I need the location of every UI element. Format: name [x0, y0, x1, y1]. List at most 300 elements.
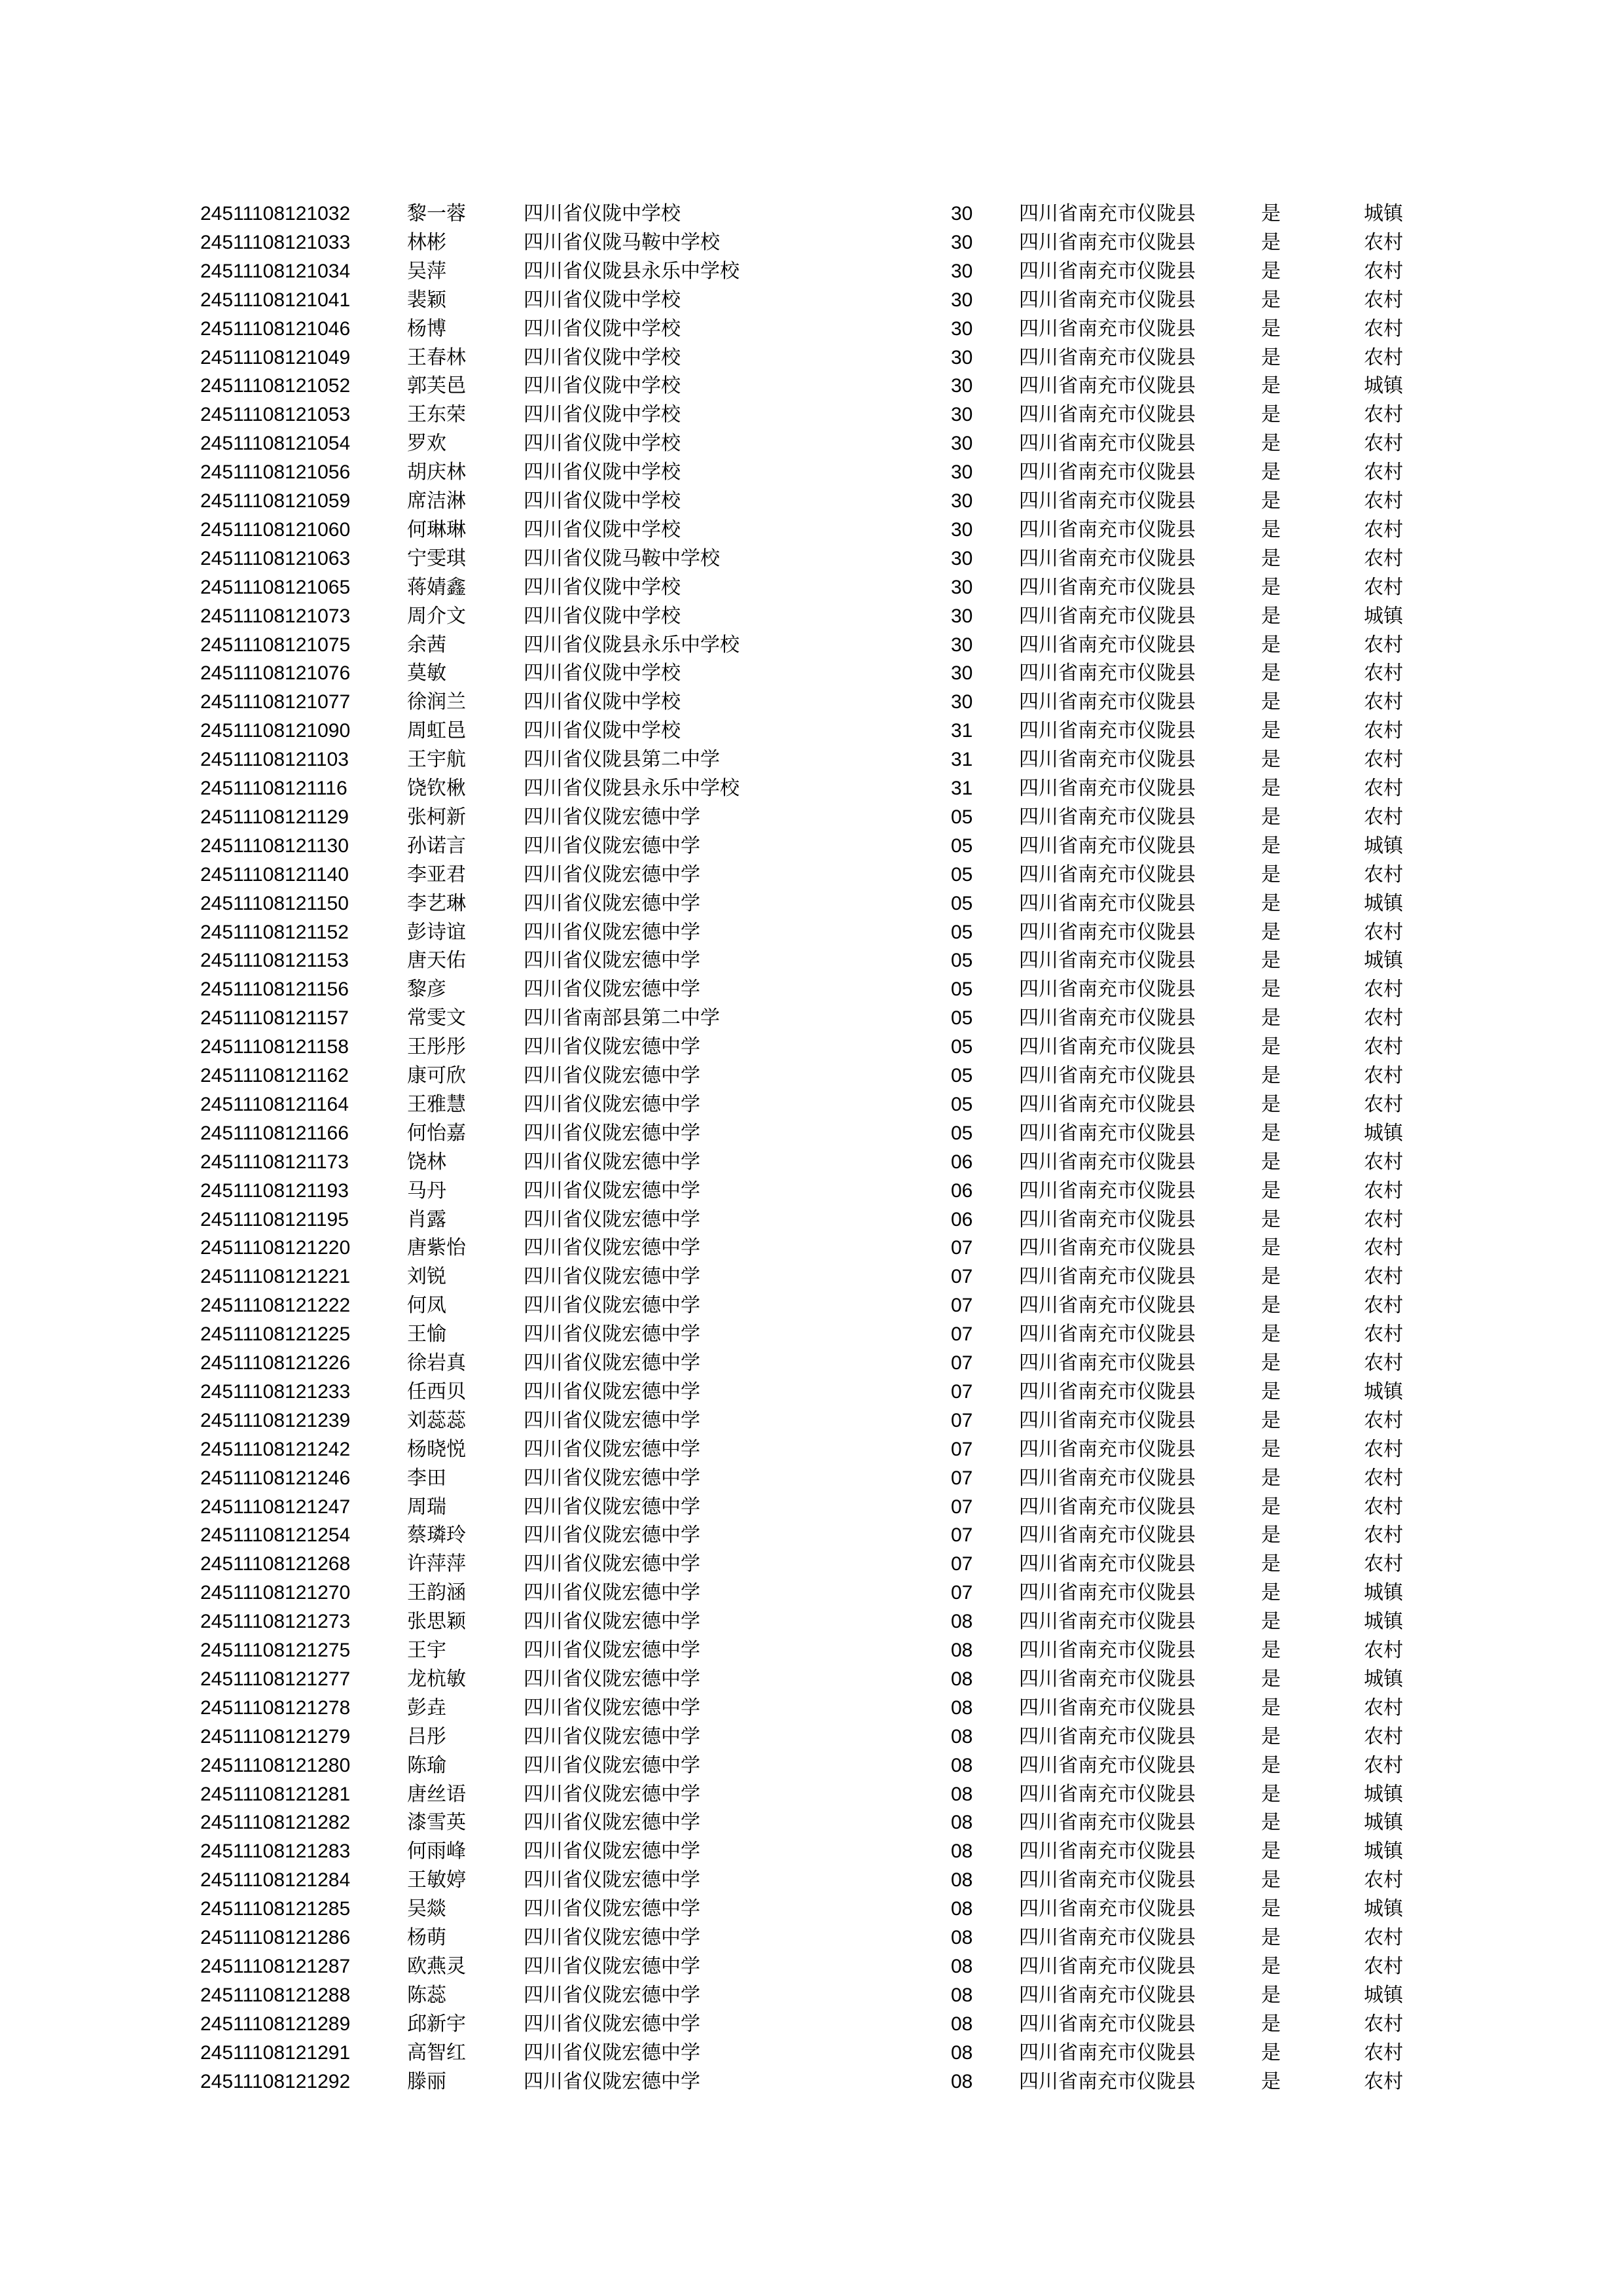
table-row — [0, 344, 1623, 372]
address: 四川省南充市仪陇县 — [1019, 1926, 1196, 1949]
school-name: 四川省仪陇宏德中学 — [524, 1926, 700, 1949]
address: 四川省南充市仪陇县 — [1019, 1294, 1196, 1318]
area-type: 城镇 — [1364, 1983, 1403, 2007]
area-type: 农村 — [1364, 2070, 1403, 2093]
school-name: 四川省南部县第二中学 — [524, 1007, 720, 1030]
area-type: 农村 — [1364, 1696, 1403, 1719]
student-id: 24511108121173 — [200, 1151, 349, 1173]
student-id: 24511108121226 — [200, 1352, 351, 1374]
flag-value: 是 — [1261, 490, 1281, 512]
address: 四川省南充市仪陇县 — [1019, 259, 1196, 283]
table-row — [0, 1090, 1623, 1119]
table-row — [0, 602, 1623, 631]
student-name: 李艺琳 — [407, 891, 466, 915]
class-number: 07 — [951, 1467, 973, 1489]
table-row — [0, 889, 1623, 918]
student-id: 24511108121292 — [200, 2070, 351, 2092]
flag-value: 是 — [1261, 1495, 1281, 1518]
flag-value: 是 — [1261, 1811, 1281, 1835]
area-type: 城镇 — [1364, 834, 1403, 857]
area-type: 城镇 — [1364, 1811, 1403, 1835]
student-name: 杨萌 — [407, 1926, 446, 1949]
school-name: 四川省仪陇中学校 — [524, 691, 681, 714]
table-row — [0, 1234, 1623, 1263]
address: 四川省南充市仪陇县 — [1019, 691, 1196, 714]
student-id: 24511108121288 — [200, 1984, 351, 2006]
flag-value: 是 — [1261, 346, 1281, 369]
address: 四川省南充市仪陇县 — [1019, 748, 1196, 772]
area-type: 农村 — [1364, 777, 1403, 800]
flag-value: 是 — [1261, 1897, 1281, 1921]
flag-value: 是 — [1261, 403, 1281, 427]
area-type: 农村 — [1364, 1524, 1403, 1547]
student-id: 24511108121152 — [200, 921, 349, 943]
address: 四川省南充市仪陇县 — [1019, 1408, 1196, 1432]
student-id: 24511108121225 — [200, 1323, 351, 1346]
student-id: 24511108121277 — [200, 1668, 351, 1690]
school-name: 四川省仪陇中学校 — [524, 719, 681, 743]
area-type: 城镇 — [1364, 949, 1403, 973]
school-name: 四川省仪陇中学校 — [524, 662, 681, 685]
flag-value: 是 — [1261, 1208, 1281, 1231]
student-name: 王愉 — [407, 1323, 446, 1346]
table-row — [0, 1407, 1623, 1435]
school-name: 四川省仪陇宏德中学 — [524, 1581, 700, 1605]
student-id: 24511108121284 — [200, 1869, 351, 1892]
table-row — [0, 429, 1623, 458]
flag-value: 是 — [1261, 1007, 1281, 1030]
student-id: 24511108121150 — [200, 892, 349, 914]
area-type: 农村 — [1364, 920, 1403, 944]
school-name: 四川省仪陇宏德中学 — [524, 1121, 700, 1145]
student-id: 24511108121052 — [200, 375, 351, 397]
student-id: 24511108121193 — [200, 1179, 349, 1202]
table-row — [0, 372, 1623, 401]
school-name: 四川省仪陇马鞍中学校 — [524, 547, 720, 570]
school-name: 四川省仪陇宏德中学 — [524, 1983, 700, 2007]
table-row — [0, 1607, 1623, 1636]
student-name: 周介文 — [407, 604, 466, 628]
table-row — [0, 659, 1623, 688]
address: 四川省南充市仪陇县 — [1019, 288, 1196, 312]
class-number: 08 — [951, 1898, 973, 1920]
table-row — [0, 1435, 1623, 1464]
student-id: 24511108121157 — [200, 1007, 349, 1030]
flag-value: 是 — [1261, 374, 1281, 398]
area-type: 农村 — [1364, 1466, 1403, 1490]
address: 四川省南充市仪陇县 — [1019, 575, 1196, 599]
student-name: 刘蕊蕊 — [407, 1408, 466, 1432]
class-number: 30 — [951, 605, 973, 627]
area-type: 农村 — [1364, 2012, 1403, 2036]
student-name: 张思颖 — [407, 1610, 466, 1634]
area-type: 农村 — [1364, 1265, 1403, 1289]
school-name: 四川省仪陇宏德中学 — [524, 1495, 700, 1518]
table-row — [0, 1062, 1623, 1090]
school-name: 四川省仪陇宏德中学 — [524, 1610, 700, 1634]
table-row — [0, 1895, 1623, 1924]
school-name: 四川省仪陇宏德中学 — [524, 1179, 700, 1202]
student-id: 24511108121075 — [200, 634, 351, 656]
area-type: 城镇 — [1364, 1581, 1403, 1605]
address: 四川省南充市仪陇县 — [1019, 317, 1196, 340]
flag-value: 是 — [1261, 202, 1281, 225]
area-type: 农村 — [1364, 1437, 1403, 1461]
school-name: 四川省仪陇宏德中学 — [524, 978, 700, 1001]
area-type: 农村 — [1364, 1495, 1403, 1518]
area-type: 城镇 — [1364, 891, 1403, 915]
student-name: 王宇航 — [407, 748, 466, 772]
table-row — [0, 1320, 1623, 1349]
flag-value: 是 — [1261, 834, 1281, 857]
flag-value: 是 — [1261, 1352, 1281, 1374]
school-name: 四川省仪陇宏德中学 — [524, 1352, 700, 1374]
student-id: 24511108121162 — [200, 1065, 349, 1086]
student-name: 孙诺言 — [407, 834, 466, 857]
student-name: 郭芙邑 — [407, 374, 466, 398]
class-number: 30 — [951, 576, 973, 598]
area-type: 农村 — [1364, 1323, 1403, 1346]
student-name: 吴燚 — [407, 1897, 446, 1921]
student-id: 24511108121275 — [200, 1640, 351, 1661]
student-id: 24511108121281 — [200, 1783, 351, 1805]
table-row — [0, 458, 1623, 487]
table-row — [0, 1665, 1623, 1694]
address: 四川省南充市仪陇县 — [1019, 1552, 1196, 1576]
school-name: 四川省仪陇宏德中学 — [524, 1869, 700, 1892]
school-name: 四川省仪陇中学校 — [524, 346, 681, 369]
address: 四川省南充市仪陇县 — [1019, 1236, 1196, 1260]
student-id: 24511108121063 — [200, 547, 351, 569]
class-number: 07 — [951, 1352, 973, 1374]
address: 四川省南充市仪陇县 — [1019, 1983, 1196, 2007]
address: 四川省南充市仪陇县 — [1019, 1179, 1196, 1202]
class-number: 30 — [951, 317, 973, 340]
class-number: 30 — [951, 375, 973, 397]
address: 四川省南充市仪陇县 — [1019, 1265, 1196, 1289]
table-row — [0, 228, 1623, 257]
student-id: 24511108121156 — [200, 978, 349, 1001]
area-type: 农村 — [1364, 317, 1403, 340]
school-name: 四川省仪陇宏德中学 — [524, 1811, 700, 1835]
student-name: 唐紫怡 — [407, 1236, 466, 1260]
class-number: 05 — [951, 892, 973, 914]
flag-value: 是 — [1261, 891, 1281, 915]
area-type: 农村 — [1364, 1294, 1403, 1318]
student-id: 24511108121289 — [200, 2013, 351, 2035]
student-id: 24511108121222 — [200, 1295, 351, 1317]
class-number: 30 — [951, 518, 973, 541]
school-name: 四川省仪陇中学校 — [524, 374, 681, 398]
class-number: 05 — [951, 921, 973, 943]
class-number: 08 — [951, 2013, 973, 2035]
class-number: 31 — [951, 778, 973, 799]
flag-value: 是 — [1261, 575, 1281, 599]
area-type: 农村 — [1364, 1725, 1403, 1748]
student-id: 24511108121076 — [200, 662, 351, 685]
area-type: 农村 — [1364, 978, 1403, 1001]
area-type: 农村 — [1364, 1408, 1403, 1432]
table-row — [0, 946, 1623, 975]
table-row — [0, 745, 1623, 774]
flag-value: 是 — [1261, 1926, 1281, 1949]
student-name: 胡庆林 — [407, 461, 466, 484]
student-name: 王雅慧 — [407, 1092, 466, 1116]
class-number: 07 — [951, 1380, 973, 1403]
area-type: 农村 — [1364, 403, 1403, 427]
table-row — [0, 545, 1623, 573]
table-row — [0, 200, 1623, 228]
student-id: 24511108121090 — [200, 720, 351, 742]
student-id: 24511108121053 — [200, 404, 351, 426]
student-id: 24511108121278 — [200, 1696, 351, 1719]
class-number: 08 — [951, 1927, 973, 1948]
student-name: 余茜 — [407, 633, 446, 656]
flag-value: 是 — [1261, 1840, 1281, 1863]
student-name: 唐丝语 — [407, 1782, 466, 1806]
class-number: 08 — [951, 1955, 973, 1977]
school-name: 四川省仪陇县第二中学 — [524, 748, 720, 772]
flag-value: 是 — [1261, 2012, 1281, 2036]
class-number: 08 — [951, 1783, 973, 1805]
student-name: 李亚君 — [407, 863, 466, 886]
flag-value: 是 — [1261, 1380, 1281, 1403]
student-id: 24511108121282 — [200, 1812, 351, 1834]
flag-value: 是 — [1261, 1064, 1281, 1087]
area-type: 农村 — [1364, 1926, 1403, 1949]
table-row — [0, 918, 1623, 947]
school-name: 四川省仪陇县永乐中学校 — [524, 633, 740, 656]
address: 四川省南充市仪陇县 — [1019, 920, 1196, 944]
school-name: 四川省仪陇宏德中学 — [524, 1840, 700, 1863]
area-type: 农村 — [1364, 748, 1403, 772]
area-type: 农村 — [1364, 863, 1403, 886]
student-id: 24511108121103 — [200, 749, 349, 771]
table-row — [0, 1493, 1623, 1522]
student-id: 24511108121046 — [200, 317, 351, 340]
flag-value: 是 — [1261, 1782, 1281, 1806]
flag-value: 是 — [1261, 1150, 1281, 1174]
address: 四川省南充市仪陇县 — [1019, 604, 1196, 628]
student-id: 24511108121054 — [200, 433, 351, 455]
table-row — [0, 1119, 1623, 1148]
class-number: 05 — [951, 950, 973, 972]
area-type: 农村 — [1364, 719, 1403, 743]
student-id: 24511108121220 — [200, 1237, 351, 1259]
flag-value: 是 — [1261, 518, 1281, 541]
flag-value: 是 — [1261, 1121, 1281, 1145]
flag-value: 是 — [1261, 1610, 1281, 1634]
address: 四川省南充市仪陇县 — [1019, 1840, 1196, 1863]
class-number: 07 — [951, 1496, 973, 1518]
student-name: 彭诗谊 — [407, 920, 466, 944]
class-number: 30 — [951, 203, 973, 224]
area-type: 城镇 — [1364, 1782, 1403, 1806]
school-name: 四川省仪陇宏德中学 — [524, 2070, 700, 2093]
table-row — [0, 832, 1623, 861]
class-number: 30 — [951, 547, 973, 569]
school-name: 四川省仪陇宏德中学 — [524, 1064, 700, 1087]
student-name: 许萍萍 — [407, 1552, 466, 1576]
address: 四川省南充市仪陇县 — [1019, 547, 1196, 570]
area-type: 农村 — [1364, 230, 1403, 254]
flag-value: 是 — [1261, 461, 1281, 484]
area-type: 城镇 — [1364, 1897, 1403, 1921]
flag-value: 是 — [1261, 547, 1281, 570]
school-name: 四川省仪陇中学校 — [524, 432, 681, 456]
table-row — [0, 1521, 1623, 1550]
student-id: 24511108121073 — [200, 605, 351, 627]
school-name: 四川省仪陇宏德中学 — [524, 891, 700, 915]
address: 四川省南充市仪陇县 — [1019, 891, 1196, 915]
student-name: 徐岩真 — [407, 1352, 466, 1374]
address: 四川省南充市仪陇县 — [1019, 1092, 1196, 1116]
flag-value: 是 — [1261, 1725, 1281, 1748]
class-number: 06 — [951, 1151, 973, 1173]
address: 四川省南充市仪陇县 — [1019, 1323, 1196, 1346]
flag-value: 是 — [1261, 1437, 1281, 1461]
school-name: 四川省仪陇中学校 — [524, 518, 681, 541]
flag-value: 是 — [1261, 288, 1281, 312]
flag-value: 是 — [1261, 633, 1281, 656]
class-number: 30 — [951, 634, 973, 656]
address: 四川省南充市仪陇县 — [1019, 1897, 1196, 1921]
class-number: 05 — [951, 978, 973, 1001]
area-type: 农村 — [1364, 805, 1403, 829]
school-name: 四川省仪陇宏德中学 — [524, 949, 700, 973]
student-id: 24511108121153 — [200, 950, 349, 972]
student-name: 徐润兰 — [407, 691, 466, 714]
area-type: 农村 — [1364, 1753, 1403, 1777]
class-number: 07 — [951, 1295, 973, 1317]
student-name: 宁雯琪 — [407, 547, 466, 570]
table-row — [0, 2068, 1623, 2096]
class-number: 05 — [951, 1036, 973, 1058]
address: 四川省南充市仪陇县 — [1019, 949, 1196, 973]
class-number: 30 — [951, 691, 973, 713]
flag-value: 是 — [1261, 2041, 1281, 2064]
class-number: 07 — [951, 1409, 973, 1431]
address: 四川省南充市仪陇县 — [1019, 1696, 1196, 1719]
area-type: 农村 — [1364, 1208, 1403, 1231]
class-number: 08 — [951, 1754, 973, 1776]
student-id: 24511108121287 — [200, 1955, 351, 1977]
area-type: 农村 — [1364, 1064, 1403, 1087]
student-id: 24511108121130 — [200, 834, 349, 857]
area-type: 农村 — [1364, 662, 1403, 685]
area-type: 农村 — [1364, 633, 1403, 656]
student-name: 吴萍 — [407, 259, 446, 283]
school-name: 四川省仪陇宏德中学 — [524, 1035, 700, 1059]
student-id: 24511108121034 — [200, 260, 351, 282]
flag-value: 是 — [1261, 1581, 1281, 1605]
table-row — [0, 286, 1623, 315]
flag-value: 是 — [1261, 805, 1281, 829]
student-name: 彭垚 — [407, 1696, 446, 1719]
student-name: 张柯新 — [407, 805, 466, 829]
student-id: 24511108121140 — [200, 863, 349, 886]
student-name: 杨晓悦 — [407, 1437, 466, 1461]
student-name: 王东荣 — [407, 403, 466, 427]
table-row — [0, 1981, 1623, 2010]
flag-value: 是 — [1261, 317, 1281, 340]
school-name: 四川省仪陇中学校 — [524, 288, 681, 312]
school-name: 四川省仪陇宏德中学 — [524, 1150, 700, 1174]
school-name: 四川省仪陇宏德中学 — [524, 1466, 700, 1490]
student-name: 唐天佑 — [407, 949, 466, 973]
address: 四川省南充市仪陇县 — [1019, 1753, 1196, 1777]
address: 四川省南充市仪陇县 — [1019, 1581, 1196, 1605]
flag-value: 是 — [1261, 1667, 1281, 1691]
address: 四川省南充市仪陇县 — [1019, 805, 1196, 829]
area-type: 农村 — [1364, 1092, 1403, 1116]
table-row — [0, 1636, 1623, 1665]
table-row — [0, 487, 1623, 516]
student-id: 24511108121060 — [200, 518, 351, 541]
class-number: 07 — [951, 1266, 973, 1288]
student-name: 陈蕊 — [407, 1983, 446, 2007]
area-type: 农村 — [1364, 1150, 1403, 1174]
flag-value: 是 — [1261, 1035, 1281, 1059]
address: 四川省南充市仪陇县 — [1019, 777, 1196, 800]
table-row — [0, 1378, 1623, 1407]
class-number: 05 — [951, 1122, 973, 1144]
school-name: 四川省仪陇宏德中学 — [524, 1294, 700, 1318]
student-id: 24511108121221 — [200, 1266, 351, 1288]
class-number: 05 — [951, 1007, 973, 1030]
school-name: 四川省仪陇宏德中学 — [524, 1236, 700, 1260]
student-id: 24511108121270 — [200, 1582, 351, 1604]
school-name: 四川省仪陇宏德中学 — [524, 1897, 700, 1921]
flag-value: 是 — [1261, 863, 1281, 886]
student-name: 何琳琳 — [407, 518, 466, 541]
table-row — [0, 516, 1623, 545]
table-row — [0, 631, 1623, 660]
student-id: 24511108121286 — [200, 1927, 351, 1948]
student-name: 陈瑜 — [407, 1753, 446, 1777]
student-name: 王宇 — [407, 1639, 446, 1662]
table-row — [0, 1780, 1623, 1809]
student-id: 24511108121164 — [200, 1093, 349, 1115]
student-name: 林彬 — [407, 230, 446, 254]
table-row — [0, 1464, 1623, 1493]
student-name: 黎彦 — [407, 978, 446, 1001]
school-name: 四川省仪陇宏德中学 — [524, 1552, 700, 1576]
student-id: 24511108121279 — [200, 1725, 351, 1748]
student-id: 24511108121056 — [200, 461, 351, 484]
flag-value: 是 — [1261, 1294, 1281, 1318]
student-id: 24511108121032 — [200, 203, 351, 224]
class-number: 31 — [951, 749, 973, 771]
school-name: 四川省仪陇宏德中学 — [524, 1696, 700, 1719]
area-type: 农村 — [1364, 259, 1403, 283]
school-name: 四川省仪陇宏德中学 — [524, 1639, 700, 1662]
student-id: 24511108121254 — [200, 1524, 351, 1547]
address: 四川省南充市仪陇县 — [1019, 1782, 1196, 1806]
area-type: 农村 — [1364, 346, 1403, 369]
table-row — [0, 1579, 1623, 1607]
student-name: 何雨峰 — [407, 1840, 466, 1863]
class-number: 06 — [951, 1208, 973, 1230]
student-name: 滕丽 — [407, 2070, 446, 2093]
flag-value: 是 — [1261, 1092, 1281, 1116]
address: 四川省南充市仪陇县 — [1019, 834, 1196, 857]
class-number: 30 — [951, 260, 973, 282]
student-name: 刘锐 — [407, 1265, 446, 1289]
table-row — [0, 1349, 1623, 1378]
student-id: 24511108121059 — [200, 490, 351, 512]
area-type: 城镇 — [1364, 1610, 1403, 1634]
